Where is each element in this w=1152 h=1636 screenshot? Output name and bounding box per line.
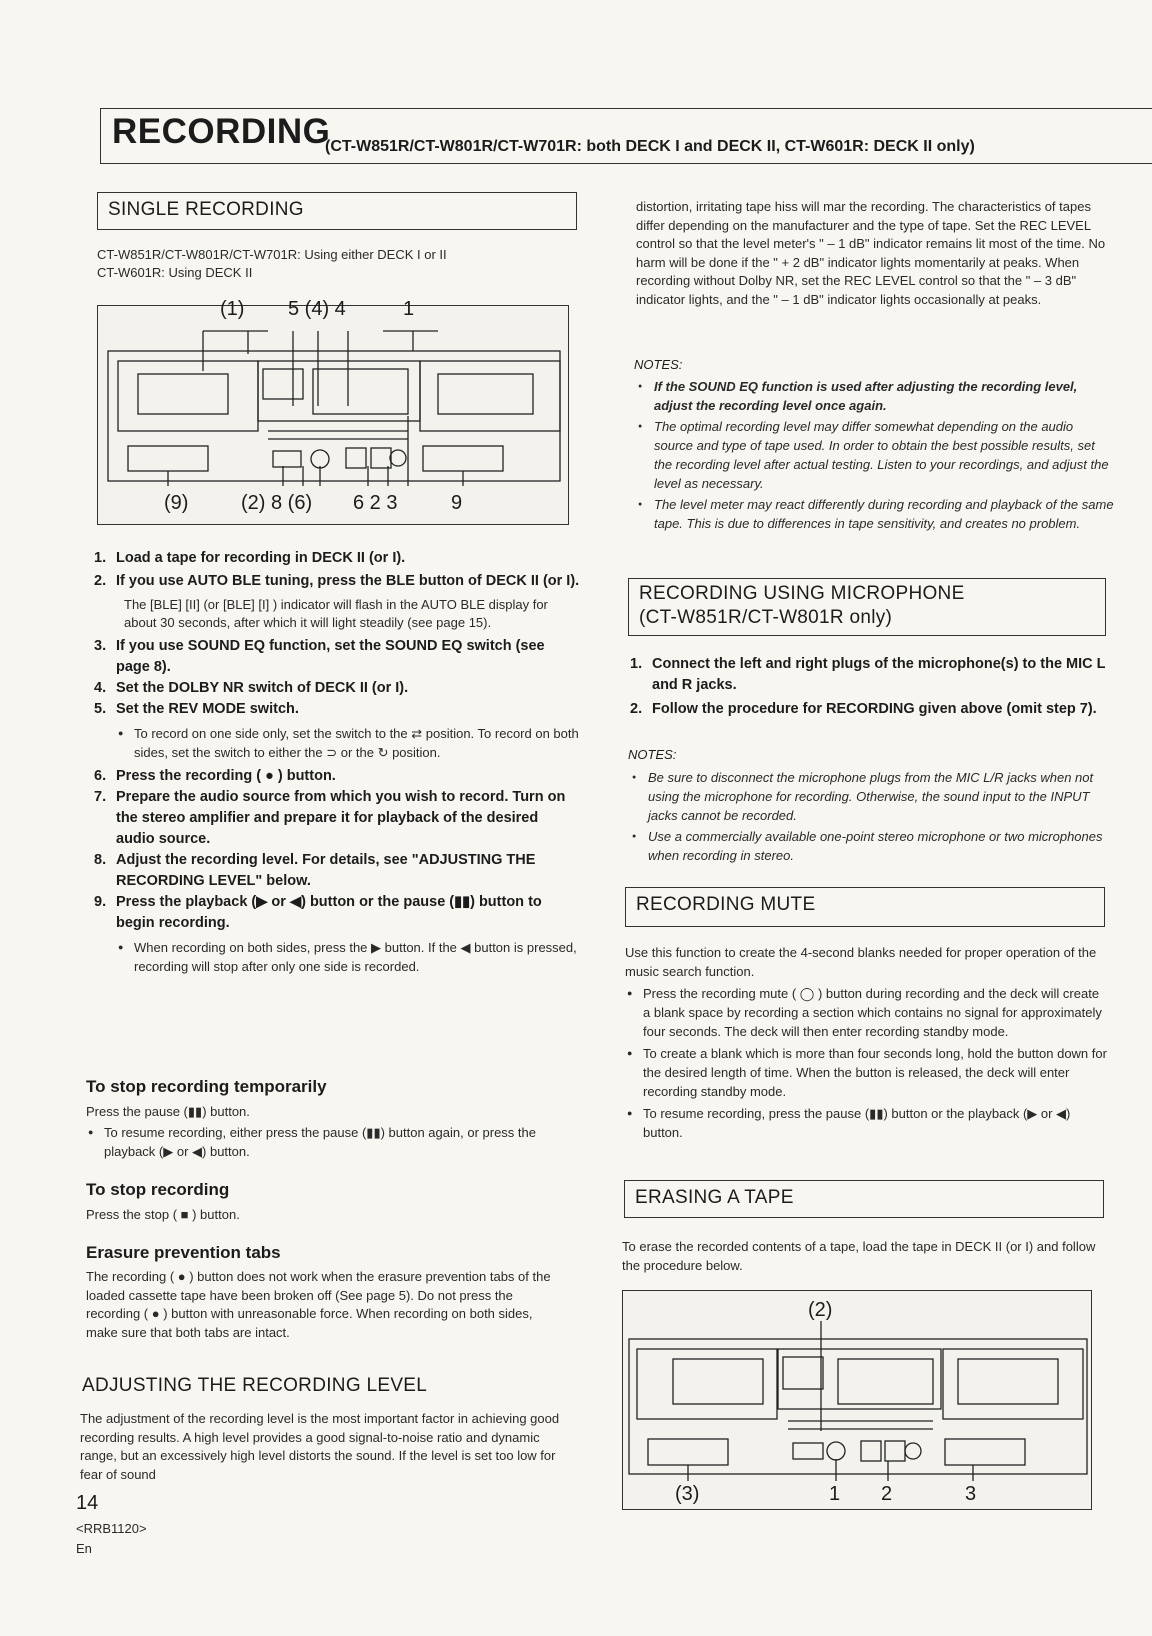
- adjusting-note-3: ● The level meter may react differently during recording and playback of the same tape. This is due to differences in tape sensitivity, and creates no problem.: [634, 495, 1114, 533]
- microphone-heading-line-1: RECORDING USING MICROPHONE: [639, 583, 965, 604]
- erase-callout-top: (2): [808, 1299, 833, 1321]
- diagram-callout-3: 1: [403, 298, 415, 320]
- stop-temporarily-heading: To stop recording temporarily: [86, 1077, 327, 1096]
- mute-heading: RECORDING MUTE: [625, 887, 1105, 927]
- mute-intro: Use this function to create the 4-second blanks needed for proper operation of the music search function.: [625, 945, 1097, 979]
- diagram-callout-2: 5 (4) 4: [288, 298, 346, 320]
- erasing-heading: ERASING A TAPE: [624, 1180, 1104, 1218]
- stop-recording-heading: To stop recording: [86, 1180, 230, 1199]
- microphone-heading: [628, 578, 1106, 636]
- step-9-bullet: ● When recording on both sides, press the ▶ button. If the ◀ button is pressed, recording will stop after only one side is recorded.: [116, 938, 580, 976]
- page-title: RECORDING: [112, 112, 331, 151]
- step-8: 8. Adjust the recording level. For details, see "ADJUSTING THE RECORDING LEVEL" below.: [94, 852, 536, 889]
- adjusting-continued: distortion, irritating tape hiss will mar the recording. The characteristics of tapes differ depending on the manufacturer and the type of tape. Set the REC LEVEL control so that the level meter's " – 1 dB" indicator remains lit most of the time. No harm will be done if the " + 2 dB" indicator lights momentarily at peaks. When recording without Dolby NR, set the REC LEVEL control so that the " – 3 dB" indicator lights, and the " – 1 dB" indicator lights occasionally at peaks.: [636, 199, 1106, 307]
- adjusting-notes-label: NOTES:: [634, 357, 683, 372]
- language-code: En: [76, 1541, 92, 1556]
- diagram-callout-7: 9: [451, 492, 463, 514]
- models-note: [97, 246, 577, 282]
- step-2: 2. If you use AUTO BLE tuning, press the BLE button of DECK II (or I).: [94, 573, 580, 589]
- microphone-notes-label: NOTES:: [628, 747, 677, 762]
- microphone-heading-line-2: (CT-W851R/CT-W801R only): [639, 607, 893, 628]
- erase-callout-1: (3): [675, 1483, 700, 1505]
- step-7: 7. Prepare the audio source from which you wish to record. Turn on the stereo amplifier and prepare it for playback of the desired audio source.: [94, 789, 566, 847]
- models-line-1: CT-W851R/CT-W801R/CT-W701R: Using either DECK I or II: [97, 247, 447, 262]
- diagram-callout-6: 6 2 3: [353, 492, 398, 514]
- mic-step-2: 2. Follow the procedure for RECORDING given above (omit step 7).: [630, 701, 1097, 717]
- erase-callout-3: 2: [881, 1483, 893, 1505]
- page-number: 14: [76, 1492, 99, 1514]
- stop-temporarily-text: Press the pause (▮▮) button.: [86, 1104, 250, 1119]
- diagram-callout-4: (9): [164, 492, 189, 514]
- step-1: 1. Load a tape for recording in DECK II (or I).: [94, 550, 406, 566]
- step-4: 4. Set the DOLBY NR switch of DECK II (or I).: [94, 680, 409, 696]
- step-5-bullet: ● To record on one side only, set the switch to the ⇄ position. To record on both sides, set the switch to either the ⊃ or the ↻ position.: [116, 724, 580, 762]
- diagram-callout-1: (1): [220, 298, 245, 320]
- microphone-steps: [630, 654, 1110, 720]
- adjusting-note-2: ● The optimal recording level may differ somewhat depending on the audio source and type of tape used. In order to obtain the best possible results, set the recording level after actual testing. Listen to your recordings, and adjust the level as necessary.: [634, 417, 1114, 493]
- mute-bullet-2: ● To create a blank which is more than four seconds long, hold the button down for the desired length of time. When the button is released, the deck will enter recording standby mode.: [625, 1044, 1107, 1101]
- adjusting-note-1: ● If the SOUND EQ function is used after adjusting the recording level, adjust the recording level once again.: [634, 377, 1114, 415]
- deck-diagram-erase: [622, 1290, 1092, 1510]
- erase-callout-4: 3: [965, 1483, 977, 1505]
- step-5: 5. Set the REV MODE switch.: [94, 701, 299, 717]
- erasure-tabs-heading: Erasure prevention tabs: [86, 1243, 281, 1262]
- adjusting-notes: [634, 377, 1114, 533]
- adjusting-heading: ADJUSTING THE RECORDING LEVEL: [82, 1375, 428, 1396]
- stop-recording-text: Press the stop ( ■ ) button.: [86, 1207, 240, 1222]
- step-3: 3. If you use SOUND EQ function, set the SOUND EQ switch (see page 8).: [94, 638, 545, 675]
- stop-temporarily-bullet: ● To resume recording, either press the pause (▮▮) button again, or press the playback (▶ or ◀) button.: [86, 1123, 584, 1161]
- deck-diagram-single: [97, 298, 569, 525]
- step-6: 6. Press the recording ( ● ) button.: [94, 768, 336, 784]
- erase-callout-2: 1: [829, 1483, 841, 1505]
- step-2-note: The [BLE] [II] (or [BLE] [I] ) indicator will flash in the AUTO BLE display for about 30 seconds, after which it will light steadily (see page 15).: [124, 597, 548, 630]
- diagram-callout-5: (2) 8 (6): [241, 492, 313, 514]
- mic-step-1: 1. Connect the left and right plugs of the microphone(s) to the MIC L and R jacks.: [630, 656, 1106, 693]
- step-9: 9. Press the playback (▶ or ◀) button or the pause (▮▮) button to begin recording.: [94, 894, 542, 931]
- adjusting-text: The adjustment of the recording level is the most important factor in achieving good recording results. A high level provides a good signal-to-noise ratio and dynamic range, but an excessively high level distorts the sound. If the level is set too low for fear of sound: [80, 1411, 560, 1482]
- mute-bullets: [625, 984, 1107, 1142]
- erase-deck-illustration: [623, 1291, 1093, 1511]
- page-subtitle: (CT-W851R/CT-W801R/CT-W701R: both DECK I and DECK II, CT-W601R: DECK II only): [325, 138, 975, 155]
- recording-steps: [94, 548, 580, 976]
- erasure-tabs-text: The recording ( ● ) button does not work when the erasure prevention tabs of the loaded cassette tape have been broken off (See page 5). Do not press the recording ( ● ) button with unreasonable force. When recording on both sides, make sure that both tabs are intact.: [86, 1269, 551, 1340]
- mute-bullet-1: ● Press the recording mute ( ◯ ) button during recording and the deck will create a blank space by recording a section which contains no signal for approximately four seconds. The deck will then enter recording standby mode.: [625, 984, 1107, 1041]
- mic-note-2: ● Use a commercially available one-point stereo microphone or two microphones when recording in stereo.: [628, 827, 1108, 865]
- mic-note-1: ● Be sure to disconnect the microphone plugs from the MIC L/R jacks when not using the microphone for recording. Otherwise, the sound input to the INPUT jacks cannot be recorded.: [628, 768, 1108, 825]
- erasing-text: To erase the recorded contents of a tape, load the tape in DECK II (or I) and follow the procedure below.: [622, 1239, 1096, 1273]
- doc-code: <RRB1120>: [76, 1521, 147, 1536]
- models-line-2: CT-W601R: Using DECK II: [97, 265, 253, 280]
- mute-bullet-3: ● To resume recording, press the pause (▮▮) button or the playback (▶ or ◀) button.: [625, 1104, 1107, 1142]
- single-recording-heading: SINGLE RECORDING: [97, 192, 577, 230]
- microphone-notes: [628, 768, 1108, 865]
